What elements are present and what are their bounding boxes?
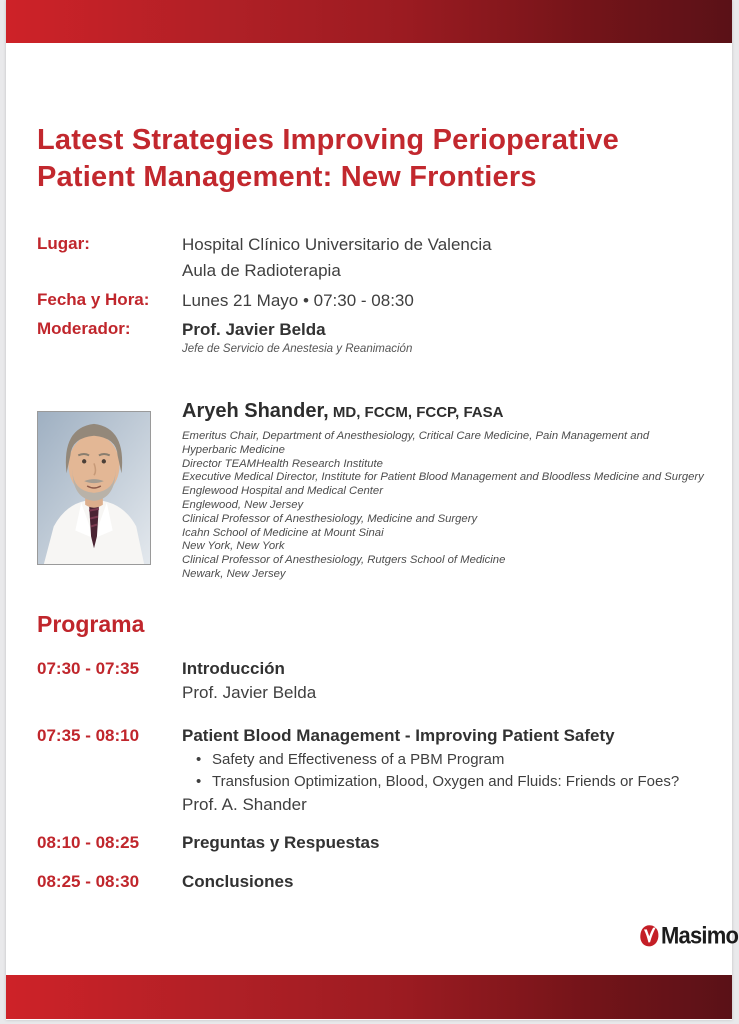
program-bullets bbox=[182, 749, 679, 793]
bullet-glyph: • bbox=[196, 751, 202, 768]
lugar-line1: Hospital Clínico Universitario de Valencia bbox=[182, 235, 492, 254]
flyer-page bbox=[6, 0, 739, 1020]
lugar-line2: Aula de Radioterapia bbox=[182, 261, 341, 280]
bio-line: Director TEAMHealth Research Institute bbox=[182, 457, 383, 470]
program-time-4: 08:25 - 08:30 bbox=[37, 872, 140, 891]
bio-line: New York, New York bbox=[182, 540, 285, 553]
program-title-1: Introducción bbox=[182, 659, 285, 678]
speaker-portrait-illustration bbox=[38, 412, 150, 564]
bullet-text: Transfusion Optimization, Blood, Oxygen and Fluids: Friends or Foes? bbox=[212, 773, 680, 790]
speaker-credentials: MD, FCCM, FCCP, FASA bbox=[328, 404, 504, 421]
masimo-logo bbox=[639, 923, 738, 949]
program-heading: Programa bbox=[37, 611, 145, 637]
program-item-3 bbox=[182, 832, 379, 854]
bio-line: Englewood Hospital and Medical Center bbox=[182, 485, 383, 498]
masimo-mark-icon bbox=[639, 923, 660, 949]
fecha-value: Lunes 21 Mayo • 07:30 - 08:30 bbox=[182, 291, 414, 310]
program-time-2: 07:35 - 08:10 bbox=[37, 726, 140, 745]
masimo-wordmark: Masimo bbox=[661, 921, 739, 949]
bio-line: Clinical Professor of Anesthesiology, Medicine and Surgery bbox=[182, 512, 478, 525]
program-title-4: Conclusiones bbox=[182, 872, 294, 891]
moderador-name: Prof. Javier Belda bbox=[182, 320, 326, 339]
page-title bbox=[37, 122, 702, 196]
top-red-bar bbox=[6, 0, 732, 43]
bullet-glyph: • bbox=[196, 773, 202, 790]
bio-line: Executive Medical Director, Institute for Patient Blood Management and Bloodless Medicine and Surgery bbox=[182, 471, 704, 484]
bio-line: Hyperbaric Medicine bbox=[182, 443, 285, 456]
page-title-line2: Patient Management: New Frontiers bbox=[37, 161, 537, 193]
page-title-line1: Latest Strategies Improving Perioperative bbox=[37, 124, 619, 156]
program-speaker-1: Prof. Javier Belda bbox=[182, 683, 317, 702]
speaker-name bbox=[182, 400, 503, 423]
program-item-2 bbox=[182, 725, 679, 816]
moderador-subtitle: Jefe de Servicio de Anestesia y Reanimación bbox=[182, 343, 413, 355]
program-time-1: 07:30 - 07:35 bbox=[37, 659, 140, 678]
speaker-name-main: Aryeh Shander, bbox=[182, 400, 329, 422]
speaker-photo bbox=[37, 411, 151, 565]
bio-line: Englewood, New Jersey bbox=[182, 498, 304, 511]
lugar-label: Lugar: bbox=[37, 234, 90, 253]
fecha-label: Fecha y Hora: bbox=[37, 290, 150, 309]
bullet-text: Safety and Effectiveness of a PBM Program bbox=[212, 751, 505, 768]
program-speaker-2: Prof. A. Shander bbox=[182, 795, 307, 814]
bio-line: Newark, New Jersey bbox=[182, 567, 286, 580]
speaker-bio bbox=[182, 430, 704, 582]
program-time-3: 08:10 - 08:25 bbox=[37, 833, 140, 852]
lugar-value bbox=[182, 232, 492, 284]
bio-line: Emeritus Chair, Department of Anesthesiology, Critical Care Medicine, Pain Management and bbox=[182, 430, 650, 442]
program-title-2: Patient Blood Management - Improving Patient Safety bbox=[182, 726, 615, 745]
bio-line: Clinical Professor of Anesthesiology, Rutgers School of Medicine bbox=[182, 554, 506, 567]
program-item-1 bbox=[182, 658, 316, 704]
bottom-red-bar bbox=[6, 975, 732, 1019]
moderador-label: Moderador: bbox=[37, 319, 131, 338]
bullet-item bbox=[182, 749, 679, 771]
bullet-item bbox=[182, 771, 679, 793]
bio-line: Icahn School of Medicine at Mount Sinai bbox=[182, 526, 384, 539]
program-title-3: Preguntas y Respuestas bbox=[182, 833, 380, 852]
program-item-4 bbox=[182, 871, 293, 893]
